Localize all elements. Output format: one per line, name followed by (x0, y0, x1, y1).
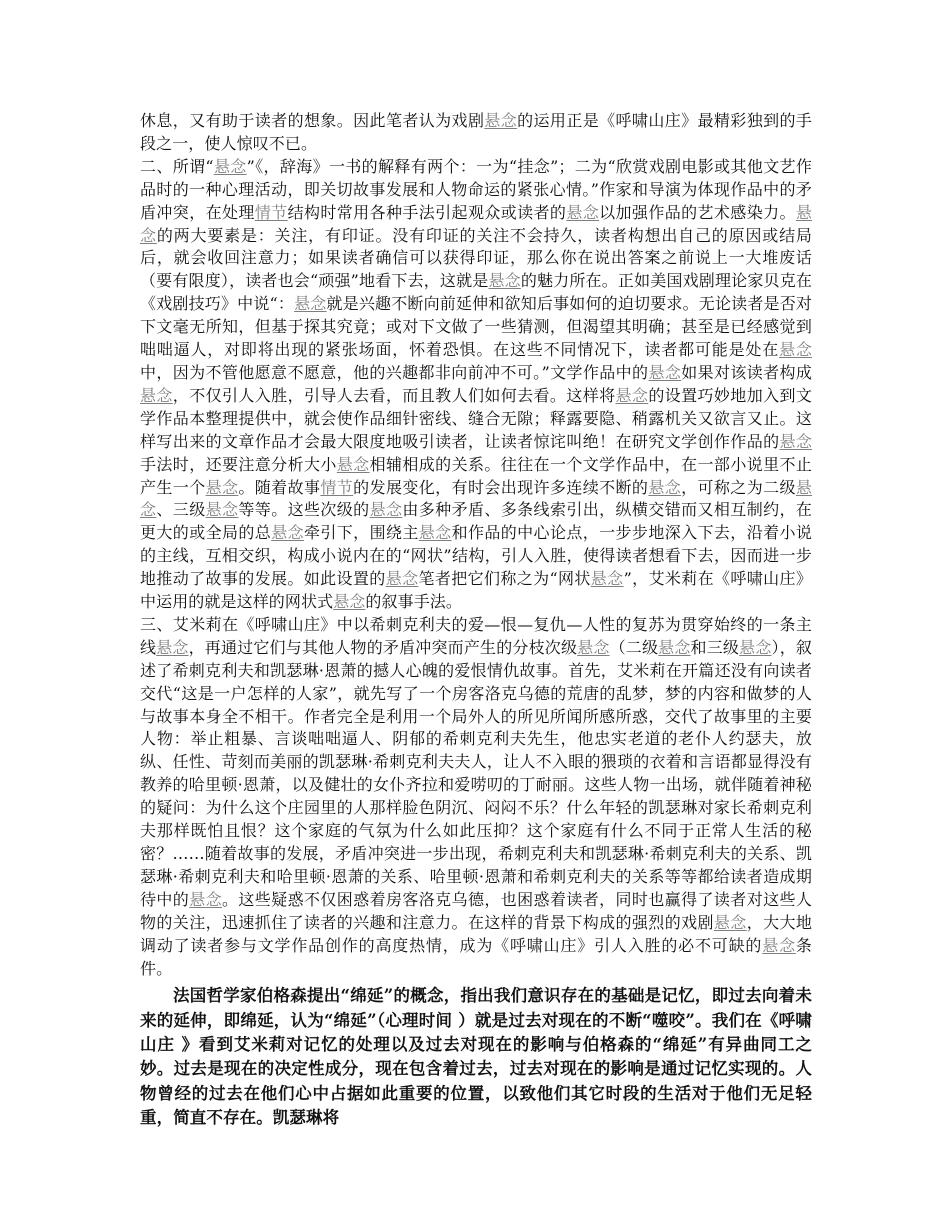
keyword-link[interactable]: 悬念 (739, 637, 772, 657)
text-run: 的设置巧妙地加入到文学作品本整理提供中，就会使作品细针密线、缝合无隙；释露要隐、稍露机关又欲言又止。这样写出来的文章作品才会最大限度地吸引读者，让读者惊诧叫绝！在研究文学创作作品的 (140, 385, 812, 451)
keyword-link[interactable]: 悬念 (385, 569, 419, 589)
text-run: ”《，辞海》一书的解释有两个：一为“挂念”；二为“欣赏戏剧电影或其他文艺作品时的一种心理活动，即关切故事发展和人物命运的紧张心情。”作家和导演为体现作品中的矛盾冲突，在处理 (140, 156, 812, 222)
text-run: 牵引下，围绕主 (303, 523, 419, 543)
text-run: 。随着故事 (238, 477, 321, 497)
text-run: 中，因为不管他愿意不愿意，他的兴趣都非向前冲不可。”文学作品中的 (140, 362, 649, 382)
keyword-link[interactable]: 悬念 (336, 454, 370, 474)
text-run: 条件。 (140, 935, 812, 978)
keyword-link[interactable]: 悬念 (156, 637, 189, 657)
text-run: 的魅力所在。正如美国戏剧理论家贝克在《戏剧技巧》中说“： (140, 271, 812, 314)
text-run: 等等。这些次级的 (238, 500, 370, 520)
text-run: 笔者把它们称之为“网状 (418, 569, 591, 589)
text-run: 如果对该读者构成 (681, 362, 812, 382)
text-run: 相辅相成的关系。往往在一个文学作品中，在一部小说里不止产生一个 (140, 454, 813, 497)
text-run: 结构时常用各种手法引起观众或读者的 (287, 202, 567, 222)
text-run: 三、艾米莉在《呼啸山庄》中以希刺克利夫的爱—恨—复仇—人性的复苏为贯穿始终的一条主线 (140, 614, 812, 657)
keyword-link[interactable]: 悬念 (713, 912, 747, 932)
text-run: ，再通过它们与其他人物的矛盾冲突而产生的分枝次级 (188, 637, 578, 657)
keyword-link[interactable]: 情节 (254, 202, 288, 222)
text-run: 。这些疑惑不仅困惑着房客洛克乌德，也困惑着读者，同时也赢得了读者对这些人物的关注，迅速抓住了读者的兴趣和注意力。在这样的背景下构成的强烈的戏剧 (140, 889, 812, 932)
text-run: 以加强作品的艺术感染力。 (599, 202, 796, 222)
text-run: 、三级 (156, 500, 206, 520)
keyword-link[interactable]: 悬念 (294, 294, 327, 314)
keyword-link[interactable]: 悬念 (369, 500, 403, 520)
keyword-link[interactable]: 悬念 (140, 202, 812, 245)
keyword-link[interactable]: 悬念 (418, 523, 452, 543)
paragraph-intro (140, 110, 812, 156)
paragraph-section-two (140, 156, 812, 614)
text-run: ，不仅引人入胜，引导人去看，而且教人们如何去看。这样将 (172, 385, 616, 405)
text-run: 休息，又有助于读者的想象。因此笔者认为戏剧 (140, 111, 485, 130)
text-run: 二、所谓“ (140, 156, 214, 176)
paragraph-section-three (140, 614, 812, 981)
text-run: 的两大要素是：关注，有印证。没有印证的关注不会持久，读者构想出自己的原因或结局后，就会收回注意力；如果读者确信可以获得印证，那么你在说出答案之前说上一大堆废话（要有限度），读者也会“顽强”地看下去，这就是 (140, 225, 812, 291)
keyword-link[interactable]: 悬念 (271, 523, 304, 543)
text-run: ，大大地调动了读者参与文学作品创作的高度热情，成为《呼啸山庄》引人入胜的必不可缺的 (140, 912, 812, 955)
keyword-link[interactable]: 悬念 (762, 935, 796, 955)
keyword-link[interactable]: 悬念 (488, 271, 521, 291)
keyword-link[interactable]: 悬念 (658, 637, 691, 657)
text-run: 就是兴趣不断向前延伸和欲知后事如何的迫切要求。无论读者是否对下文毫无所知，但基于探其究竟；或对下文做了一些猜测，但渴望其明确；甚至是已经感觉到咄咄逼人，对即将出现的紧张场面，怀着恐惧。在这些不同情况下，读者都可能是处在 (140, 294, 812, 360)
document-page (140, 110, 812, 1130)
text-run: ”，艾米莉在《呼啸山庄》中运用的就是这样的网状式 (140, 569, 813, 612)
text-run: 法国哲学家伯格森提出“绵延”的概念，指出我们意识存在的基础是记忆，即过去向着未来的延伸，即绵延，认为“绵延”（心理时间 ）就是过去对现在的不断“噬咬”。我们在《呼啸山庄 》看到艾米莉对记忆的处理以及过去对现在的影响与伯格森的“绵延”有异曲同工之妙。过去是现在的决定性成分，现在包含着过去，过去对现在的影响是通过记忆实现的。人物曾经的过去在他们心中占据如此重要的位置，以致他们其它时段的生活对于他们无足轻重，简直不存在。凯瑟琳将 (140, 986, 812, 1127)
keyword-link[interactable]: 悬念 (615, 385, 649, 405)
text-run: ，可称之为二级 (681, 477, 796, 497)
text-run: 手法时，还要注意分析大小 (140, 454, 337, 474)
text-run: 由多种矛盾、多条线索引出，纵横交错而又相互制约，在更大的或全局的总 (140, 500, 812, 543)
text-run: 的叙事手法。 (365, 592, 463, 612)
keyword-link[interactable]: 悬念 (779, 340, 812, 360)
keyword-link[interactable]: 悬念 (484, 111, 518, 130)
keyword-link[interactable]: 情节 (320, 477, 354, 497)
keyword-link[interactable]: 悬念 (577, 637, 610, 657)
keyword-link[interactable]: 悬念 (205, 477, 239, 497)
keyword-link[interactable]: 悬念 (189, 889, 222, 909)
keyword-link[interactable]: 悬念 (333, 592, 366, 612)
text-run: ），叙述了希刺克利夫和凯瑟琳·恩萧的撼人心魄的爱恨情仇故事。首先，艾米莉在开篇还没有向读者交代“这是一户怎样的人家”，就先写了一个房客洛克乌德的荒唐的乱梦，梦的内容和做梦的人与故事本身全不相干。作者完全是利用一个局外人的所见所闻所感所惑，交代了故事里的主要人物：举止粗暴、言谈咄咄逼人、阴郁的希刺克利夫先生，他忠实老道的老仆人约瑟夫，放纵、任性、苛刻而美丽的凯瑟琳·希刺克利夫夫人，让人不入眼的猥琐的衣着和言语都显得没有教养的哈里顿·恩萧，以及健壮的女仆齐拉和爱唠叨的丁耐丽。这些人物一出场，就伴随着神秘的疑问：为什么这个庄园里的人那样脸色阴沉、闷闷不乐？什么年轻的凯瑟琳对家长希刺克利夫那样既怕且恨？这个家庭的气氛为什么如此压抑？这个家庭有什么不同于正常人生活的秘密？……随着故事的发展，矛盾冲突进一步出现，希刺克利夫和凯瑟琳·希刺克利夫的关系、凯瑟琳·希刺克利夫和哈里顿·恩萧的关系、哈里顿·恩萧和希刺克利夫的关系等等都给读者造成期待中的 (140, 637, 812, 909)
keyword-link[interactable]: 悬念 (590, 569, 624, 589)
text-run: 的发展变化，有时会出现许多连续不断的 (353, 477, 649, 497)
keyword-link[interactable]: 悬念 (205, 500, 239, 520)
text-run: 和作品的中心论点，一步步地深入下去，沿着小说的主线，互相交织，构成小说内在的“网状”结构，引人入胜，使得读者想看下去，因而进一步地推动了故事的发展。如此设置的 (140, 523, 812, 589)
keyword-link[interactable]: 悬念 (779, 431, 812, 451)
text-run: 和三级 (690, 637, 740, 657)
paragraph-bergson (140, 984, 812, 1130)
keyword-link[interactable]: 悬念 (648, 477, 682, 497)
keyword-link[interactable]: 悬念 (140, 385, 173, 405)
keyword-link[interactable]: 悬念 (566, 202, 600, 222)
text-run: 的运用正是《呼啸山庄》最精彩独到的手段之一，使人惊叹不已。 (140, 111, 812, 153)
keyword-link[interactable]: 悬念 (140, 477, 812, 520)
keyword-link[interactable]: 悬念 (648, 362, 682, 382)
keyword-link[interactable]: 悬念 (213, 156, 247, 176)
text-run: （二级 (609, 637, 659, 657)
